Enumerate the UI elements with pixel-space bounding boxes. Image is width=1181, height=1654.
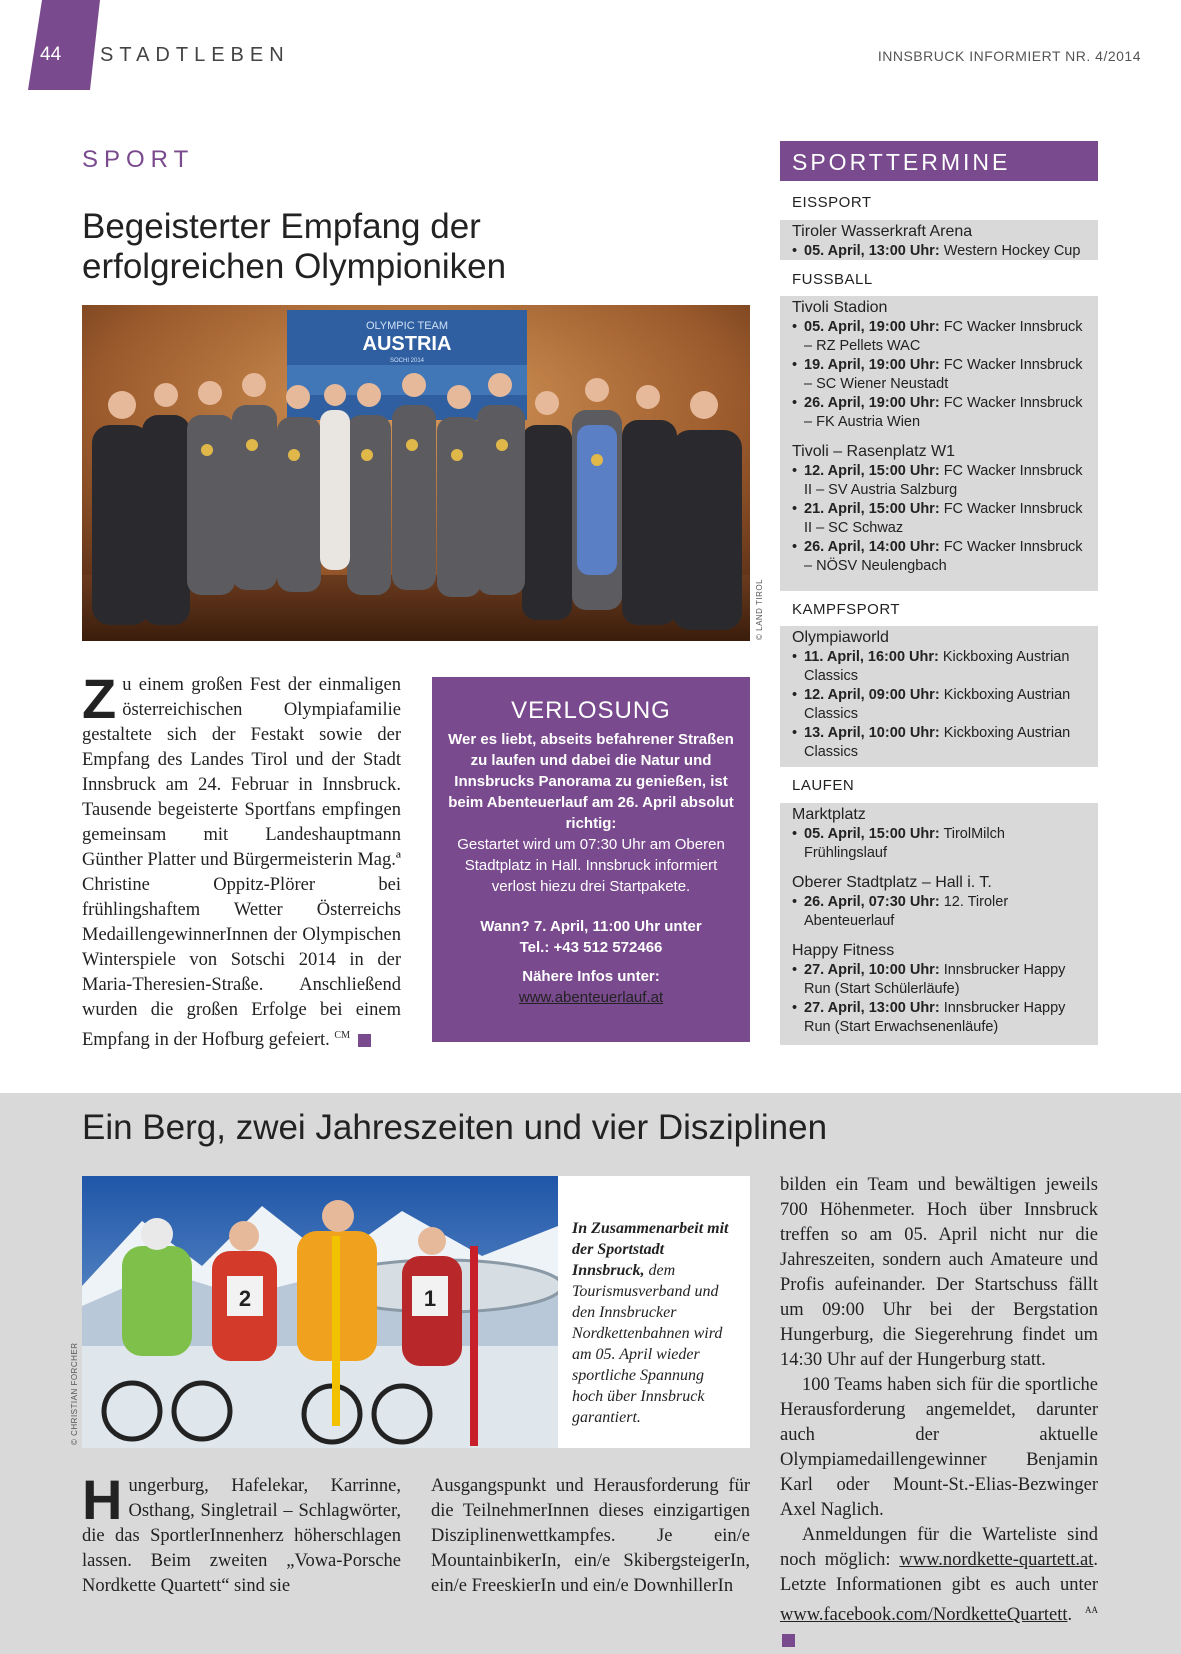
quartett-photo-illustration bbox=[82, 1176, 558, 1448]
events-box-eissport bbox=[780, 220, 1098, 260]
quartett-col-3 bbox=[780, 1173, 1098, 1653]
raffle-phone: Tel.: +43 512 572466 bbox=[519, 939, 663, 956]
category-laufen: LAUFEN bbox=[792, 777, 855, 794]
event-item: • 12. April, 09:00 Uhr: Kickboxing Austrian Classics bbox=[792, 686, 1088, 724]
bib-number-1: 1 bbox=[423, 1286, 437, 1311]
event-item: • 27. April, 10:00 Uhr: Innsbrucker Happy Run (Start Schülerläufe) bbox=[792, 961, 1088, 999]
category-kampfsport: KAMPFSPORT bbox=[792, 601, 901, 618]
events-box-kampfsport bbox=[780, 626, 1098, 767]
quartett-col-2 bbox=[431, 1474, 750, 1599]
venue-name: Oberer Stadtplatz – Hall i. T. bbox=[792, 874, 992, 891]
quartett-photo bbox=[82, 1176, 558, 1448]
page-number-tab bbox=[28, 0, 100, 90]
headline-line-2: erfolgreichen Olympioniken bbox=[82, 247, 507, 286]
event-item: • 19. April, 19:00 Uhr: FC Wacker Innsbruck – SC Wiener Neustadt bbox=[792, 356, 1088, 394]
sport-body-text: u einem großen Fest der einmaligen österreichischen Olympiafamilie gestaltete sich der Festakt sowie der Empfang des Landes Tirol und der Stadt Innsbruck am 24. Februar in Innsbruck. Tausende begeisterte Sportfans empfingen gemeinsam mit Landeshauptmann Günther Platter und Bürgermeisterin Mag.ª Christine Oppitz-Plörer bei frühlingshaftem Wetter Österreichs MedaillengewinnerInnen der Olympischen Winterspiele von Sotschi 2014 in der Maria-Theresien-Straße. Anschließend wurden die großen Erfolge bei einem Empfang in der Hofburg gefeiert. bbox=[82, 675, 401, 1051]
events-box-laufen bbox=[780, 803, 1098, 1045]
event-item: • 26. April, 19:00 Uhr: FC Wacker Innsbruck – FK Austria Wien bbox=[792, 394, 1088, 432]
event-item: • 11. April, 16:00 Uhr: Kickboxing Austrian Classics bbox=[792, 648, 1088, 686]
issue-label: INNSBRUCK INFORMIERT NR. 4/2014 bbox=[877, 48, 1141, 64]
venue-name: Happy Fitness bbox=[792, 942, 895, 959]
venue-name: Tivoli – Rasenplatz W1 bbox=[792, 443, 956, 460]
raffle-box bbox=[432, 677, 750, 1042]
quartett-col-3-p1: bilden ein Team und bewältigen jeweils 700 Höhenmeter. Hoch über Innsbruck treffen so am 05. April nicht nur die Jahreszeiten, sondern auch Amateure und Profis aufeinander. Der Startschuss fällt um 09:00 Uhr bei der Bergstation Hungerburg, die Siegerehrung findet um 14:30 Uhr auf der Hungerburg statt. bbox=[780, 1175, 1098, 1370]
event-item: • 26. April, 14:00 Uhr: FC Wacker Innsbruck – NÖSV Neulengbach bbox=[792, 538, 1088, 576]
raffle-title: VERLOSUNG bbox=[511, 697, 671, 724]
quartett-caption bbox=[558, 1176, 750, 1448]
author-initials: AA bbox=[1085, 1605, 1098, 1615]
headline-line-1: Begeisterter Empfang der bbox=[82, 207, 481, 246]
venue-name: Marktplatz bbox=[792, 806, 866, 823]
olympians-photo-illustration bbox=[82, 305, 750, 641]
banner-line-3: SOCHI 2014 bbox=[389, 358, 425, 364]
caption-bold: In Zusammenarbeit mit der Sportstadt Innsbruck, bbox=[572, 1220, 729, 1279]
quartett-photo-credit: © CHRISTIAN FORCHER bbox=[70, 1342, 79, 1445]
event-item: • 05. April, 15:00 Uhr: TirolMilch Frühlingslauf bbox=[792, 825, 1088, 863]
events-title: SPORTTERMINE bbox=[780, 141, 1098, 181]
quartett-col-1-text: ungerburg, Hafelekar, Karrinne, Osthang, Singletrail – Schlagwörter, die das SportlerInnenherz höherschlagen lassen. Beim zweiten „Vowa-Porsche Nordkette Quartett“ sind sie bbox=[82, 1476, 401, 1596]
author-initials: CM bbox=[334, 1030, 350, 1041]
raffle-info-label: Nähere Infos unter: bbox=[522, 968, 660, 985]
banner-line-2: AUSTRIA bbox=[362, 333, 452, 355]
raffle-text: Gestartet wird um 07:30 Uhr am Oberen Stadtplatz in Hall. Innsbruck informiert verlost hiezu drei Startpakete. bbox=[457, 836, 725, 895]
venue-name: Olympiaworld bbox=[792, 629, 889, 646]
page-number: 44 bbox=[40, 44, 62, 65]
photo-credit: © LAND TIROL bbox=[755, 578, 764, 640]
sport-kicker: SPORT bbox=[82, 146, 195, 173]
article-headline bbox=[82, 207, 722, 287]
event-item: • 05. April, 13:00 Uhr: Western Hockey Cup bbox=[792, 242, 1088, 261]
category-fussball: FUSSBALL bbox=[792, 271, 873, 288]
raffle-link[interactable]: www.abenteuerlauf.at bbox=[518, 989, 664, 1006]
quartett-col-3-p2: 100 Teams haben sich für die sportliche Herausforderung angemeldet, darunter auch der aktuelle Olympiamedaillengewinner Benjamin Karl oder Mount-St.-Elias-Bezwinger Axel Naglich. bbox=[780, 1375, 1098, 1520]
event-item: • 27. April, 13:00 Uhr: Innsbrucker Happy Run (Start Erwachsenenläufe) bbox=[792, 999, 1088, 1037]
end-mark bbox=[358, 1034, 371, 1047]
raffle-intro: Wer es liebt, abseits befahrener Straßen zu laufen und dabei die Natur und Innsbrucks Panorama zu genießen, ist beim Abenteuerlauf am 26. April absolut richtig: bbox=[448, 731, 734, 832]
facebook-link[interactable]: www.facebook.com/NordketteQuartett bbox=[780, 1605, 1068, 1626]
category-eissport: EISSPORT bbox=[792, 194, 872, 211]
event-item: • 26. April, 07:30 Uhr: 12. Tiroler Abenteuerlauf bbox=[792, 893, 1088, 931]
section-title: STADTLEBEN bbox=[100, 44, 290, 66]
dropcap: H bbox=[82, 1468, 123, 1531]
event-item: • 13. April, 10:00 Uhr: Kickboxing Austrian Classics bbox=[792, 724, 1088, 762]
raffle-when: Wann? 7. April, 11:00 Uhr unter bbox=[480, 918, 702, 935]
venue-name: Tiroler Wasserkraft Arena bbox=[792, 223, 973, 240]
sport-body bbox=[82, 667, 401, 1053]
events-box-fussball bbox=[780, 296, 1098, 591]
venue-name: Tivoli Stadion bbox=[792, 299, 888, 316]
end-mark bbox=[782, 1634, 795, 1647]
olympians-photo bbox=[82, 305, 750, 641]
caption-rest: dem Tourismusverband und den Innsbrucker Nordkettenbahnen wird am 05. April wieder sportliche Spannung hoch über Innsbruck garantiert. bbox=[572, 1262, 723, 1426]
event-item: • 21. April, 15:00 Uhr: FC Wacker Innsbruck II – SC Schwaz bbox=[792, 500, 1088, 538]
dropcap: Z bbox=[82, 667, 117, 730]
event-item: • 12. April, 15:00 Uhr: FC Wacker Innsbruck II – SV Austria Salzburg bbox=[792, 462, 1088, 500]
nordkette-link[interactable]: www.nordkette-quartett.at bbox=[899, 1550, 1094, 1570]
bib-number-2: 2 bbox=[238, 1286, 252, 1311]
quartett-col-1 bbox=[82, 1468, 401, 1599]
quartett-headline: Ein Berg, zwei Jahreszeiten und vier Disziplinen bbox=[82, 1108, 828, 1147]
banner-line-1: OLYMPIC TEAM bbox=[365, 320, 449, 332]
event-item: • 05. April, 19:00 Uhr: FC Wacker Innsbruck – RZ Pellets WAC bbox=[792, 318, 1088, 356]
quartett-col-3-p3: Anmeldungen für die Warteliste sind noch möglich: www.nordkette-quartett.at. Letzte Informationen gibt es auch unter www.facebook.com/NordketteQuartett. $^{AA}$ bbox=[780, 1523, 1098, 1653]
quartett-col-2-text: Ausgangspunkt und Herausforderung für die TeilnehmerInnen dieses einzigartigen Disziplinenwettkampfes. Je ein/e MountainbikerIn, ein/e SkibergsteigerIn, ein/e FreeskierIn und ein/e DownhillerIn bbox=[431, 1476, 750, 1596]
